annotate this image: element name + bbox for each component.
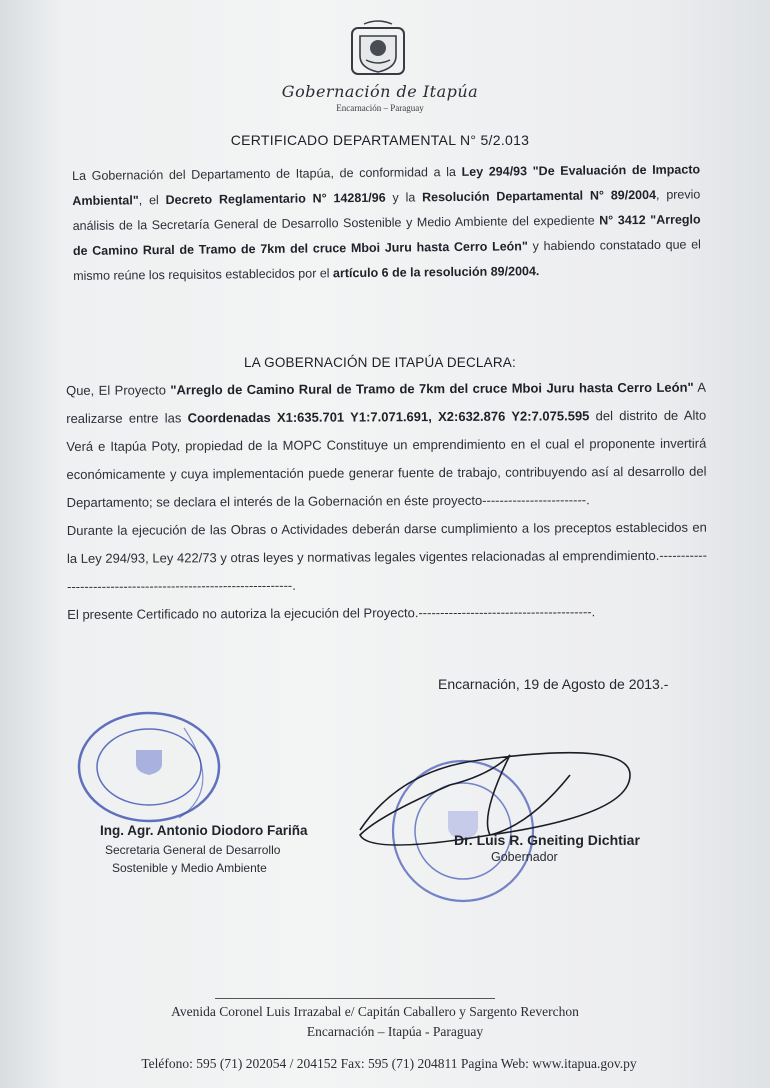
signatory-right-role: Gobernador: [491, 850, 558, 864]
signatory-left-role-2: Sostenible y Medio Ambiente: [112, 861, 267, 875]
issuer-subtitle: Encarnación – Paraguay: [336, 103, 424, 113]
issuer-title: Gobernación de Itapúa: [281, 82, 479, 101]
signatory-right-name: Dr. Luis R. Gneiting Dichtiar: [454, 832, 640, 848]
issue-date: Encarnación, 19 de Agosto de 2013.-: [438, 676, 669, 692]
signatory-left-role: Secretaria General de Desarrollo: [105, 843, 281, 857]
coat-of-arms-icon: [346, 18, 410, 82]
signature-scribble-icon: [340, 720, 640, 880]
certificate-title: CERTIFICADO DEPARTAMENTAL N° 5/2.013: [230, 132, 530, 148]
footer-address: Avenida Coronel Luis Irrazabal e/ Capitán Caballero y Sargento Reverchon: [171, 1004, 579, 1019]
intro-paragraph: La Gobernación del Departamento de Itapúa, de conformidad a la Ley 294/93 "De Evaluación de Impacto Ambiental", el Decreto Reglamentario N° 14281/96 y la Resolución Departamental N° 89/2004, previo análisis de la Secretaría General de Desarrollo Sostenible y Medio Ambiente del expediente N° 3412 "Arreglo de Camino Rural de Tramo de 7km del cruce Mboi Juru hasta Cerro León" y habiendo constatado que el mismo reúne los requisitos establecidos por el artículo 6 de la resolución 89/2004.: [72, 162, 701, 283]
department-stamp-icon: [74, 708, 224, 826]
footer-city: Encarnación – Itapúa - Paraguay: [306, 1024, 484, 1039]
declaration-heading: LA GOBERNACIÓN DE ITAPÚA DECLARA:: [244, 355, 516, 370]
signatory-left-name: Ing. Agr. Antonio Diodoro Fariña: [100, 823, 308, 838]
declaration-body: Que, El Proyecto "Arreglo de Camino Rural de Tramo de 7km del cruce Mboi Juru hasta Cerro León" A realizarse entre las Coordenadas X1:635.701 Y1:7.071.691, X2:632.876 Y2:7.075.595 del distrito de Alto Verá e Itapúa Poty, propiedad de la MOPC Constituye un emprendimiento en el cual el proponente invertirá económicamente y cuya implementación puede generar fuente de trabajo, contribuyendo así al desarrollo del Departamento; se declara el interés de la Gobernación en éste proyecto------------------------. Durante la ejecución de las Obras o Actividades deberán darse cumplimiento a los preceptos establecidos en la Ley 294/93, Ley 422/73 y otras leyes y normativas legales vigentes relacionadas al emprendimiento.---------------------------------------------------------------. El presente Certificado no autoriza la ejecución del Proyecto.----------------------------------------.: [66, 379, 707, 622]
footer-divider: [215, 998, 495, 999]
footer-contact: Teléfono: 595 (71) 202054 / 204152 Fax: 595 (71) 204811 Pagina Web: www.itapua.gov.py: [141, 1056, 637, 1071]
